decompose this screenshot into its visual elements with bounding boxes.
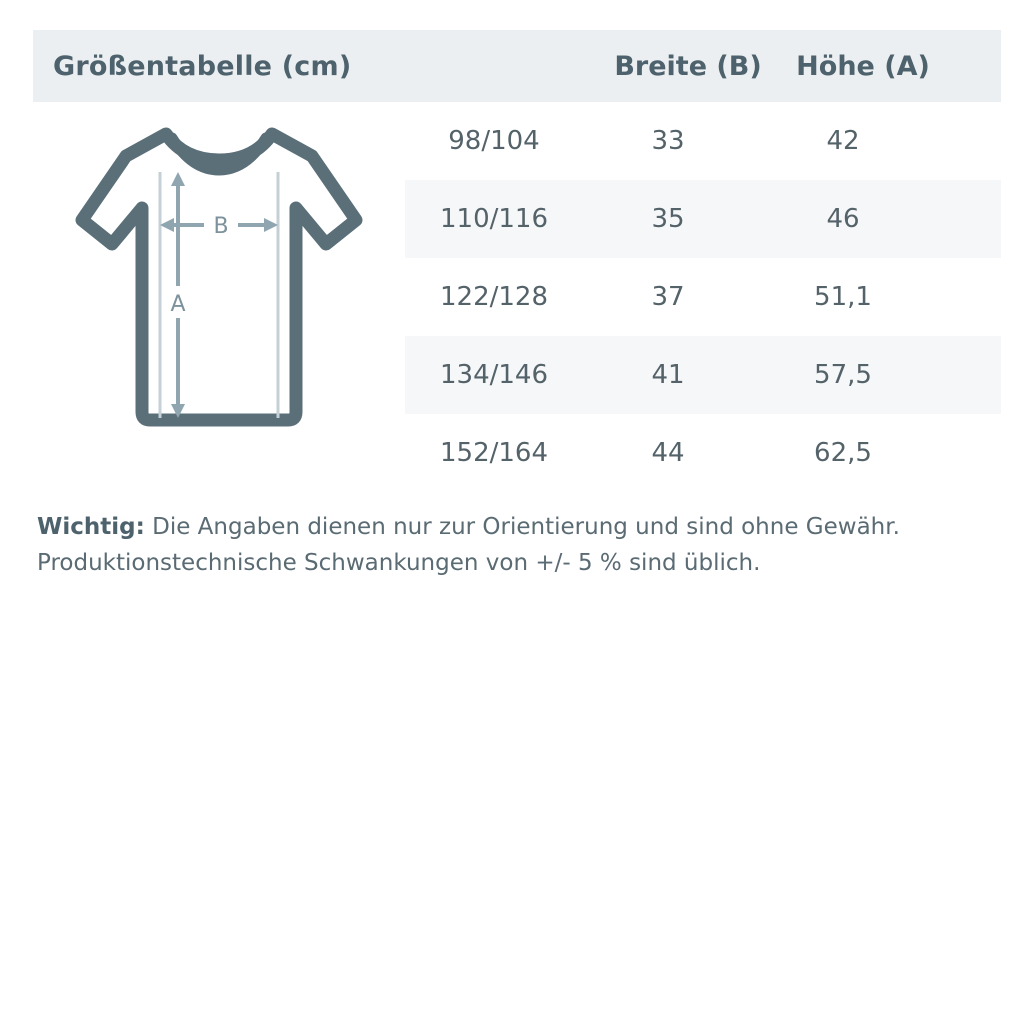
page-title: Größentabelle (cm) <box>53 50 352 82</box>
size-chart <box>33 30 1001 492</box>
column-header-width: Breite (B) <box>614 50 762 82</box>
size-chart-body <box>33 102 1001 492</box>
cell-width: 41 <box>651 360 685 390</box>
table-row <box>405 258 1001 336</box>
cell-height: 57,5 <box>814 360 872 390</box>
column-header-height: Höhe (A) <box>796 50 930 82</box>
cell-width: 33 <box>651 126 685 156</box>
cell-height: 62,5 <box>814 438 872 468</box>
cell-height: 51,1 <box>814 282 872 312</box>
disclaimer-note <box>37 510 997 581</box>
note-label: Wichtig: <box>37 514 145 540</box>
cell-height: 46 <box>826 204 860 234</box>
cell-size: 134/146 <box>439 360 548 390</box>
figure-label-width: B <box>213 214 229 239</box>
cell-size: 152/164 <box>439 438 548 468</box>
cell-width: 37 <box>651 282 685 312</box>
cell-size: 110/116 <box>439 204 548 234</box>
table-row <box>405 180 1001 258</box>
cell-width: 35 <box>651 204 685 234</box>
size-rows <box>405 102 1001 492</box>
table-row <box>405 414 1001 492</box>
tshirt-measurement-icon <box>54 112 384 442</box>
tshirt-figure <box>33 102 405 442</box>
cell-width: 44 <box>651 438 685 468</box>
cell-size: 122/128 <box>439 282 548 312</box>
cell-height: 42 <box>826 126 860 156</box>
size-chart-header <box>33 30 1001 102</box>
note-line-1: Die Angaben dienen nur zur Orientierung und sind ohne Gewähr. <box>144 514 900 540</box>
cell-size: 98/104 <box>448 126 540 156</box>
table-row <box>405 336 1001 414</box>
note-line-2: Produktionstechnische Schwankungen von +/- 5 % sind üblich. <box>37 549 761 576</box>
table-row <box>405 102 1001 180</box>
figure-label-height: A <box>170 292 186 317</box>
